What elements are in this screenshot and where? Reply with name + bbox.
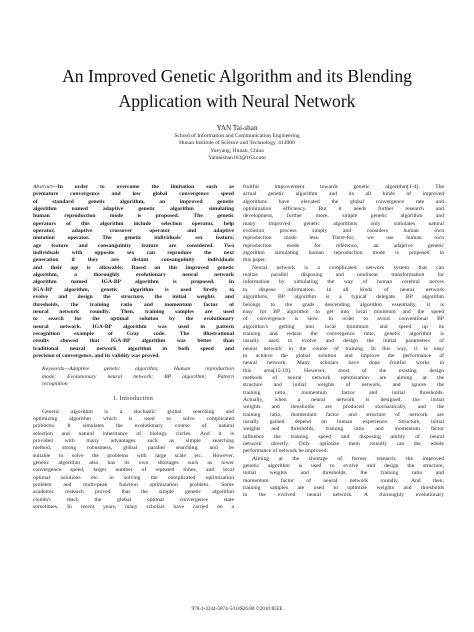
body-line: weights and thresholds, training ratio and momentum factor <box>243 426 444 433</box>
body-line: information by simulating the way of human cerebral nerves <box>243 279 444 286</box>
body-line: this paper. <box>243 257 266 264</box>
abstract-line: mutation operator. The genetic individuals' sex feature, <box>33 235 234 242</box>
body-line: algorithm simulating human reproduction mode is proposed in <box>243 250 444 257</box>
abstract-line: human reproduction mode is proposed. The genetic <box>33 213 234 220</box>
abstract-line: IGA-BP algorithm, genetic algorithm is used firstly to <box>33 286 234 293</box>
body-line: easy for BP algorithm to get into local minimum and the speed <box>243 308 444 315</box>
abstract-line: of standard genetic algorithm, an improved genetic <box>33 198 234 205</box>
abstract-line: operator, adaptive crossover operator and adaptive <box>33 228 234 235</box>
intro-line: problems. It simulates the evolutionary course of natural <box>33 423 234 430</box>
abstract-line: neural network roundly. Then, training samples are used <box>33 308 234 315</box>
keywords <box>33 366 234 388</box>
intro-line: method, strong robustness, global parallel searching, and be <box>33 445 234 452</box>
body-line: fruitful improvement towards genetic algorithm[1-4]. The <box>243 184 444 190</box>
abstract-line: traditional neural network algorithm in both speed and <box>33 345 234 352</box>
body-line: weights and thresholds are produced stochastically, and the <box>243 404 444 411</box>
body-line: training ratio, momentum factor and structure of network are <box>243 411 444 418</box>
intro-line: couldn't reach the global optimal convergence state <box>33 496 234 503</box>
author-email: Yantaishan163@163.com <box>208 154 266 161</box>
body-line: Aiming at the shortage of former research, the improved <box>252 455 444 462</box>
abstract-line: recognition example of Gray code. The illustrational <box>33 330 234 337</box>
body-line: Actually, when a neural network is designed, the initial <box>243 396 444 403</box>
intro-line: provided with many advantages such as simple searching <box>33 438 234 444</box>
abstract-line: individuals with opposite sex can reproduce the next <box>33 250 234 257</box>
keywords-line: recognition <box>42 380 68 387</box>
abstract-line: neural network. IGA-BP algorithm was used in pattern <box>33 323 234 330</box>
paragraph-neural-network <box>243 265 444 456</box>
intro-line: sometimes. In recent years, many scholars have carried on a <box>33 504 234 511</box>
abstract-line: and their age is allowable. Based on this improved genetic <box>33 264 234 271</box>
keywords-line: mode; Evolutionary neural network; BP algorithm; Pattern <box>42 373 234 380</box>
author-affiliation-1: School of Information and Communication Engineering <box>174 133 300 139</box>
body-line: structure and initial weights of network, and ignore the <box>243 382 444 389</box>
paper-title <box>0 64 474 114</box>
keywords-line: Keywords—Adaptive genetic algorithm; Human reproduction <box>42 366 234 373</box>
abstract-line: precision of convergence, and its validity was proved. <box>33 352 160 359</box>
abstract-line: results showed that IGA-BP algorithm was better than <box>33 338 234 345</box>
abstract-line: evolve and design the structure, the initial weights and <box>33 294 234 301</box>
intro-line: selection and natural inheritance of biology circles. And it is <box>33 430 234 437</box>
left-column <box>33 184 234 511</box>
body-line: usually used to evolve and design the initial parameters of <box>243 338 444 345</box>
body-line: belongs to the grads descending algorithm essentially, it is <box>243 301 444 308</box>
body-line: training ratio, momentum factor and initial thresholds. <box>243 389 444 396</box>
paragraph-aiming <box>243 456 444 500</box>
intro-line: academic research proved that the simple genetic algorithm <box>33 489 234 496</box>
abstract-line: algorithm named adaptive genetic algorithm simulating <box>33 206 234 213</box>
body-line: influence the training speed and disposing ability of neural <box>243 433 444 440</box>
paragraph-improvements <box>243 184 444 265</box>
body-line: methods of neural network optimization are aiming at the <box>243 374 444 381</box>
body-line: actual genetic algorithm and its all kinds of improved <box>243 191 444 198</box>
body-line: initial weights and thresholds, the training ratio and <box>243 470 444 477</box>
body-line: momentum factor of neural network roundly. And then, <box>243 477 444 484</box>
footer-copyright: 978-1-4244-5874-5/10/$26.00 ©2010 IEEE <box>191 606 283 612</box>
intro-line: Genetic algorithm is a stochastic global searching and <box>42 408 234 415</box>
abstract-line: algorithm named IGA-BP algorithm is proposed. In <box>33 279 234 286</box>
body-line: of convergence is slow. In order to avoid conventional BP <box>243 316 444 323</box>
body-line: training and reduce the convergence time, genetic algorithm is <box>243 330 444 337</box>
body-line: evolution process simply and considers human own <box>243 228 444 235</box>
intro-line: genetic algorithm also has its own shortages such as lower <box>33 460 234 467</box>
intro-line: optimizing algorithm which is used to solve complicated <box>33 415 234 422</box>
title-line-1: An Improved Genetic Algorithm and its Blending <box>62 66 412 86</box>
abstract-line-1: Abstract—In order to overcome the limitation such as <box>33 184 234 190</box>
body-line: algorithms have elevated the global convergence rate and <box>243 198 444 205</box>
body-line: in the evolved neural network. A thoroughly evolutionary <box>243 492 444 499</box>
author-name: YAN Tai-shan <box>216 124 258 132</box>
body-line: network directly. Only optimize them roundly can the whole <box>243 441 444 448</box>
abstract-line: premature convergence and low global convergence speed <box>33 191 234 198</box>
abstract-line: to search for the optimal solution by the evolutionary <box>33 316 234 323</box>
intro-line: suitable to solve the problems with large scale etc.. However, <box>33 452 234 459</box>
abstract-line: age feature and consanguinity feature are considered. Two <box>33 242 234 249</box>
abstract-line: thresholds, the training ratio and momentum factor of <box>33 301 234 308</box>
body-line: performance of network be improved. <box>243 448 328 455</box>
right-column <box>243 184 444 500</box>
author-block <box>0 124 474 162</box>
section-heading-introduction: I. Introduction <box>113 396 154 403</box>
abstract-line: operators of this algorithm include selection operator, help <box>33 220 234 227</box>
body-line: genetic algorithm is used to evolve and design the structure, <box>243 463 444 470</box>
intro-paragraph <box>33 409 234 512</box>
body-line: training samples are used to optimize weights and thresholds <box>243 485 444 492</box>
body-line: to achieve the global solution and improve the performance of <box>243 352 444 359</box>
abstract-lead: Abstract <box>33 184 52 190</box>
intro-line: convergence speed, larger number of repeated times, and local <box>33 467 234 474</box>
author-affiliation-2: Hunan Institute of Science and Technology, 414000 <box>179 140 295 147</box>
title-line-2: Application with Neural Network <box>118 91 356 111</box>
author-location: Yueyang, Hunan, China <box>210 147 264 154</box>
body-line: realize parallel disposing and nonlinear transformation for <box>243 272 444 279</box>
intro-line: optimal solutions etc. in solving the complicated optimization <box>33 474 234 481</box>
intro-line: problem and multi-peak function optimization problem. Some <box>33 482 234 489</box>
body-line: to dispose information. In all kinds of neural network <box>243 286 444 293</box>
body-line: optimization efficiency. But it needs further research and <box>243 206 444 213</box>
abstract <box>33 184 234 360</box>
body-line: reproduction mode less. There-for, we use human own <box>243 235 444 242</box>
body-line: development, further more, simple genetic algorithm and <box>243 213 444 220</box>
body-line: neural network. Many scholars have done fruitful works in <box>243 360 444 367</box>
body-line: algorithm's getting into local minimum and speed up its <box>243 323 444 330</box>
body-line: reproduction mode for reference, an adaptive genetic <box>243 242 444 249</box>
body-line: algorithms, BP algorithm is a typical delegate. BP algorithm <box>243 294 444 301</box>
body-line: neural network in the course of training. In this way, it is easy <box>243 345 444 352</box>
body-line: usually gained depend on human experience. Structure, initial <box>243 419 444 425</box>
abstract-line: generation if they are distant consanguinity individuals <box>33 257 234 264</box>
body-line: this area[15-19]. However, most of the existing design <box>243 367 444 374</box>
abstract-line: algorithm, a thoroughly evolutionary neural network <box>33 272 234 279</box>
body-line: many improved genetic algorithms only simulates natural <box>243 220 444 227</box>
body-line: Neural network is a complicated network system that can <box>252 264 444 271</box>
